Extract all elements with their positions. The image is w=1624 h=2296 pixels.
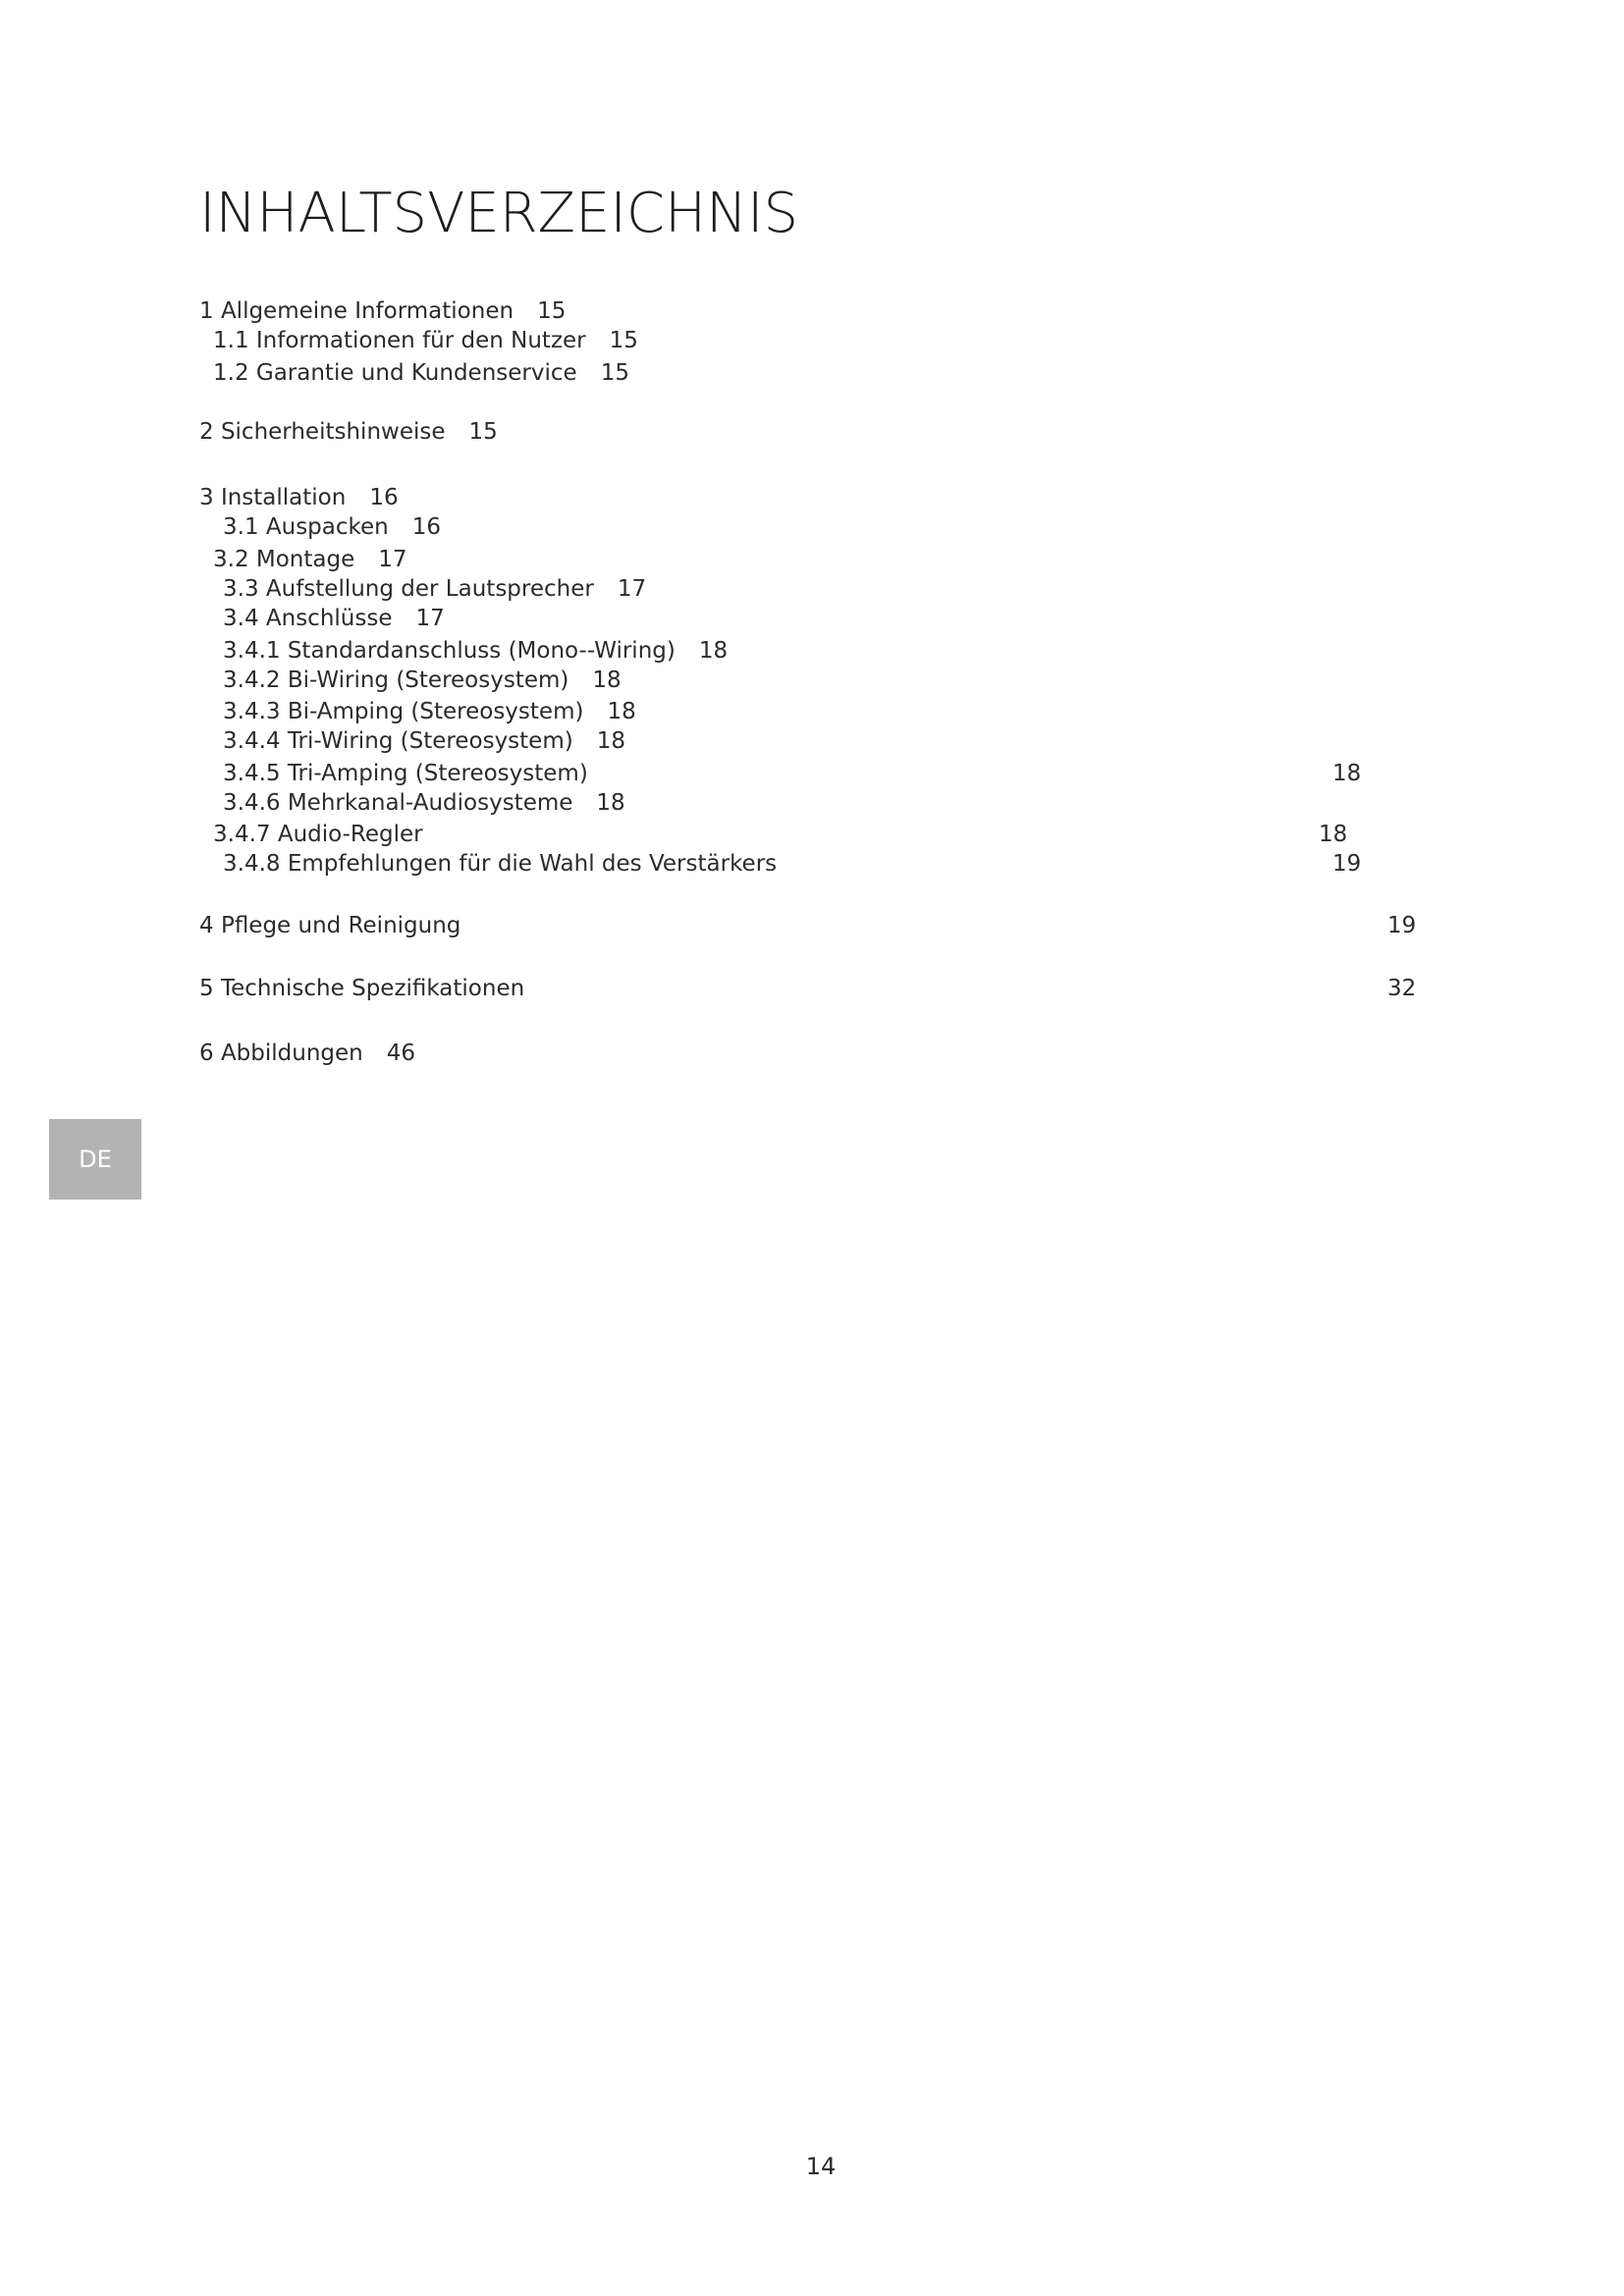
- toc-entry-page: 17: [415, 606, 445, 631]
- toc-entry-label: 3.4.4 Tri-Wiring (Stereosystem): [223, 728, 573, 754]
- toc-entry: [223, 788, 625, 818]
- toc-entry: [223, 512, 441, 542]
- toc-entry-page: 18: [607, 699, 636, 724]
- toc-entry-label: 3.4.6 Mehrkanal-Audiosysteme: [223, 790, 573, 816]
- toc-entry: [213, 358, 629, 388]
- toc-entry: [223, 604, 445, 633]
- toc-entry: [199, 296, 566, 326]
- toc-entry-page: 46: [386, 1041, 416, 1066]
- toc-entry-label: 3.4.7 Audio-Regler: [213, 822, 423, 847]
- language-tab: [49, 1119, 141, 1200]
- toc-entry-page: 18: [592, 667, 622, 693]
- toc-entry-page: 32: [1387, 976, 1417, 1001]
- toc-entry-page: 15: [468, 419, 498, 445]
- page-number: 14: [805, 2153, 837, 2180]
- toc-entry-label: 3.3 Aufstellung der Lautsprecher: [223, 576, 594, 602]
- toc-entry-label: 3.4.2 Bi-Wiring (Stereosystem): [223, 667, 569, 693]
- toc-entry: [213, 820, 423, 849]
- toc-entry-label: 4 Pflege und Reinigung: [199, 913, 461, 938]
- toc-entry: [199, 483, 399, 512]
- toc-entry-page: 15: [537, 298, 567, 324]
- toc-entry-label: 6 Abbildungen: [199, 1041, 363, 1066]
- toc-entry-label: 2 Sicherheitshinweise: [199, 419, 446, 445]
- language-tab-label: DE: [79, 1146, 112, 1173]
- toc-entry-page: 17: [378, 547, 407, 572]
- toc-entry: [223, 849, 777, 879]
- toc-entry: [213, 545, 407, 574]
- toc-entry-label: 3.4.5 Tri-Amping (Stereosystem): [223, 761, 588, 786]
- toc-entry: [223, 666, 622, 695]
- toc-entry: [199, 911, 460, 940]
- toc-entry-label: 1.2 Garantie und Kundenservice: [213, 360, 577, 386]
- toc-entry-page: 19: [1332, 851, 1362, 877]
- toc-entry-label: 3 Installation: [199, 485, 347, 510]
- toc-entry: [199, 417, 498, 447]
- toc-entry-page: 15: [609, 328, 638, 353]
- toc-entry-page: 18: [596, 728, 625, 754]
- toc-entry: [223, 726, 625, 756]
- toc-entry-page: 18: [1332, 761, 1362, 786]
- toc-entry-page: 15: [600, 360, 629, 386]
- toc-entry: [223, 759, 588, 788]
- toc-entry-label: 3.4 Anschlüsse: [223, 606, 393, 631]
- toc-entry-page: 18: [596, 790, 625, 816]
- toc-entry: [199, 1039, 415, 1068]
- toc-entry: [223, 574, 646, 604]
- toc-entry-label: 1 Allgemeine Informationen: [199, 298, 514, 324]
- page-title: INHALTSVERZEICHNIS: [199, 182, 799, 245]
- toc-entry-label: 3.2 Montage: [213, 547, 355, 572]
- toc-entry-page: 18: [698, 638, 729, 664]
- toc-entry-label: 3.4.8 Empfehlungen für die Wahl des Verstärkers: [223, 851, 778, 877]
- toc-entry-label: 1.1 Informationen für den Nutzer: [213, 328, 586, 353]
- toc-entry-label: 3.4.1 Standardanschluss (Mono--Wiring): [223, 638, 676, 664]
- toc-entry: [213, 326, 638, 355]
- toc-entry: [223, 636, 728, 666]
- toc-entry: [199, 974, 524, 1003]
- toc-entry: [223, 697, 636, 726]
- toc-entry-label: 3.1 Auspacken: [223, 514, 389, 540]
- toc-entry-page: 17: [617, 576, 647, 602]
- toc-entry-page: 18: [1319, 822, 1348, 847]
- toc-entry-page: 16: [369, 485, 399, 510]
- toc-entry-page: 19: [1387, 913, 1417, 938]
- toc-entry-label: 5 Technische Spezifikationen: [199, 976, 525, 1001]
- toc-entry-label: 3.4.3 Bi-Amping (Stereosystem): [223, 699, 584, 724]
- toc-entry-page: 16: [411, 514, 442, 540]
